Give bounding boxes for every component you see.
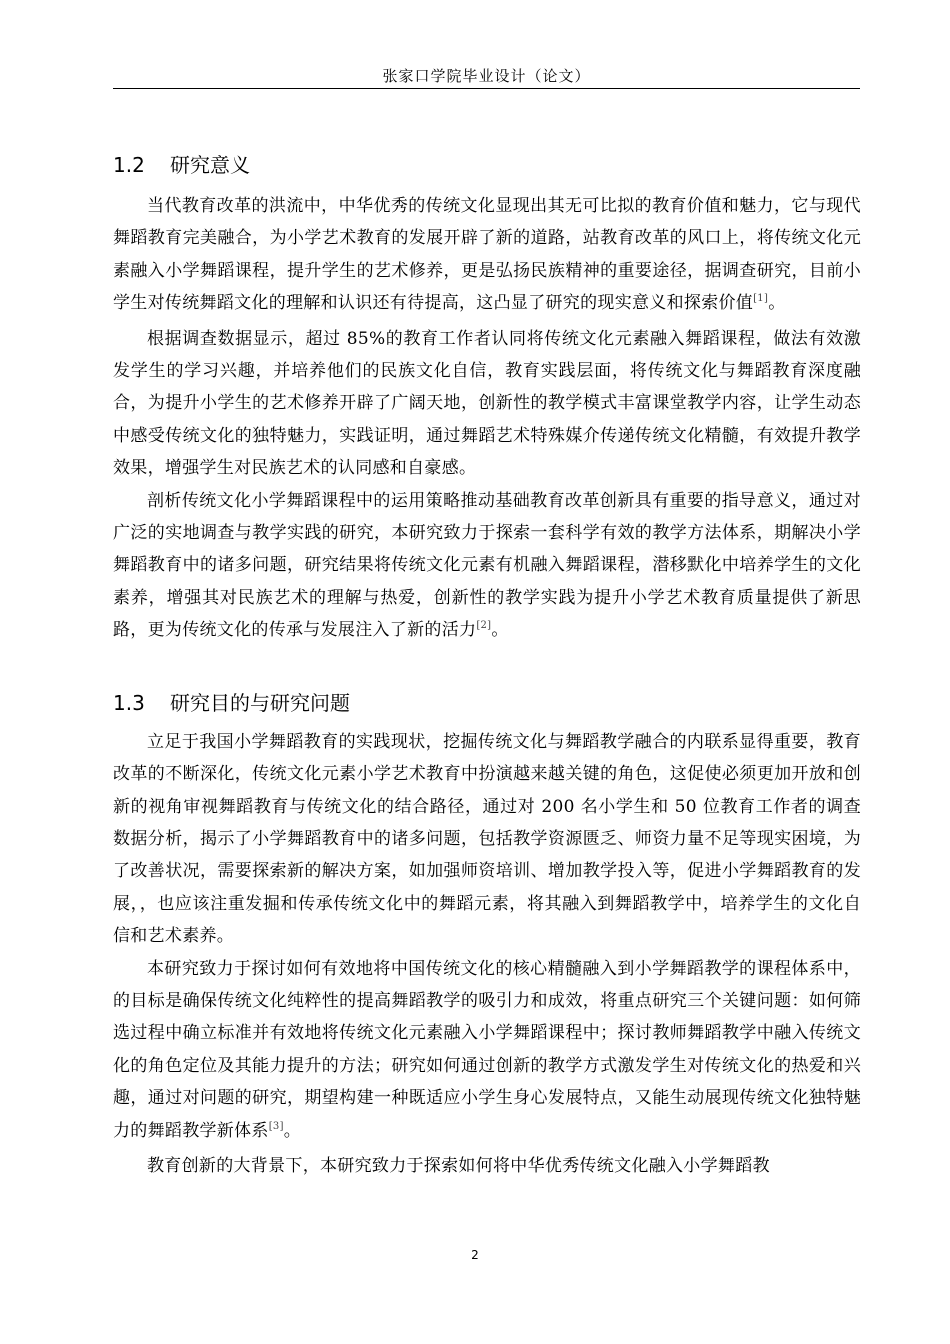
paragraph: 剖析传统文化小学舞蹈课程中的运用策略推动基础教育改革创新具有重要的指导意义，通过对广泛的实地调查与教学实践的研究，本研究致力于探索一套科学有效的教学方法体系，期解决小学舞蹈教育中的诸多问题，研究结果将传统文化元素有机融入舞蹈课程，潜移默化中培养学生的文化素养，增强其对民族艺术的理解与热爱，创新性的教学实践为提升小学艺术教育质量提供了新思路，更为传统文化的传承与发展注入了新的活力[2]。 <box>113 490 861 641</box>
header-rule <box>113 88 860 89</box>
section-title: 研究意义 <box>170 153 250 177</box>
paragraph: 本研究致力于探讨如何有效地将中国传统文化的核心精髓融入到小学舞蹈教学的课程体系中，的目标是确保传统文化纯粹性的提高舞蹈教学的吸引力和成效，将重点研究三个关键问题：如何筛选过程中确立标准并有效地将传统文化元素融入小学舞蹈课程中；探讨教师舞蹈教学中融入传统文化的角色定位及其能力提升的方法；研究如何通过创新的教学方式激发学生对传统文化的热爱和兴趣，通过对问题的研究，期望构建一种既适应小学生身心发展特点，又能生动展现传统文化独特魅力的舞蹈教学新体系[3]。 <box>113 958 861 1141</box>
citation: [1] <box>753 293 769 305</box>
citation: [3] <box>268 1120 284 1132</box>
paragraph: 根据调查数据显示，超过 85%的教育工作者认同将传统文化元素融入舞蹈课程，做法有效激发学生的学习兴趣，并培养他们的民族文化自信，教育实践层面，将传统文化与舞蹈教育深度融合，为提升小学生的艺术修养开辟了广阔天地，创新性的教学模式丰富课堂教学内容，让学生动态中感受传统文化的独特魅力，实践证明，通过舞蹈艺术特殊媒介传递传统文化精髓，有效提升教学效果，增强学生对民族艺术的认同感和自豪感。 <box>113 328 861 479</box>
page-number: 2 <box>471 1248 479 1262</box>
section-number: 1.2 <box>113 153 145 177</box>
paragraph: 教育创新的大背景下，本研究致力于探索如何将中华优秀传统文化融入小学舞蹈教 <box>147 1155 770 1176</box>
paragraph: 立足于我国小学舞蹈教育的实践现状，挖掘传统文化与舞蹈教学融合的内联系显得重要，教育改革的不断深化，传统文化元素小学艺术教育中扮演越来越关键的角色，这促使必须更加开放和创新的视角审视舞蹈教育与传统文化的结合路径，通过对 200 名小学生和 50 位教育工作者的调查数据分析，揭示了小学舞蹈教育中的诸多问题，包括教学资源匮乏、师资力量不足等现实困境，为了改善状况，需要探索新的解决方案，如加强师资培训、增加教学投入等，促进小学舞蹈教育的发展，，也应该注重发掘和传承传统文化中的舞蹈元素，将其融入到舞蹈教学中，培养学生的文化自信和艺术素养。 <box>113 731 861 947</box>
section-heading-1-3 <box>113 688 861 718</box>
page-header: 张家口学院毕业设计（论文） <box>382 67 591 85</box>
section-title: 研究目的与研究问题 <box>170 690 350 715</box>
section-number: 1.3 <box>113 690 145 715</box>
paragraph: 当代教育改革的洪流中，中华优秀的传统文化显现出其无可比拟的教育价值和魅力，它与现代舞蹈教育完美融合，为小学艺术教育的发展开辟了新的道路，站教育改革的风口上，将传统文化元素融入小学舞蹈课程，提升学生的艺术修养，更是弘扬民族精神的重要途径，据调查研究，目前小学生对传统舞蹈文化的理解和认识还有待提高，这凸显了研究的现实意义和探索价值[1]。 <box>113 196 861 314</box>
section-heading-1-2 <box>113 150 861 180</box>
citation: [2] <box>476 620 492 632</box>
document-body <box>113 150 861 1182</box>
